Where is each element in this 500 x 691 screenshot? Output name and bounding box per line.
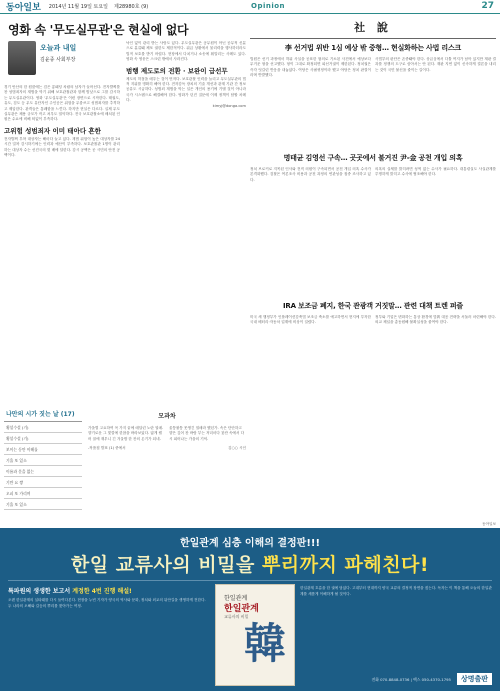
column-subheading: 고위험 성범죄자 이미 태아다 흔한	[4, 126, 101, 135]
ad-body: 한일관계 흐름을 한 권에 담았다. 고대부터 현대까지 양국 교류의 결정적 장면을 짚는다. 독자는 이 책을 통해 오늘의 한일관계를 새롭게 이해하게 될 것이다.	[300, 586, 492, 596]
poem-text: 울퉁불퉁 못생긴 열매라 했던가. 속은 단단하고 향은 깊어 찬 바람 부는 저녁마다 찻잔 속에서 다시 피어나는 가을의 기억.	[169, 426, 245, 441]
column-series: 오늘과 내일	[40, 44, 77, 52]
index-item[interactable]: 보이는 동안 이해를	[4, 444, 82, 455]
editorial-2	[250, 151, 496, 297]
publisher-block	[372, 673, 492, 685]
poem-text: 가을볕 고요하여 꼭 가지 끝에 매달린 노란 열매. 향기로운 그 빛깔에 한참을 바라보았다. 얇게 썰어 꿀에 재우니 긴 겨울밤 한 잔의 온기가 되네.	[88, 426, 164, 441]
poem-title: 모과차	[158, 413, 176, 420]
ad-lead-text: 특파원의 생생한 보고서	[8, 588, 73, 595]
column-paragraph: 제도의 허점을 메우는 것이 먼저다. 보호관찰 인력을 늘리고 무도실무관의 법적 지위를 명확히 해야 한다. 전자감독 장치의 기술 개선과 관계 기관 간 정보 공유도 시급하다. 성범죄 재범을 막는 일은 개인의 용기에 기댈 것이 아니라 국가 시스템으로 해결해야 한다. 영화가 던진 질문에 이제 정책이 답할 차례다.	[126, 76, 246, 103]
editorial-text: 의혹의 실체를 밝히려면 성역 없는 수사가 필요하다. 대통령실도 사실관계를 투명하게 밝히고 수사에 협조해야 한다.	[375, 167, 496, 177]
index-item[interactable]: 오피 또 가리며	[4, 488, 82, 499]
editorial-title: 李 선거법 위반 1심 예상 밖 중형… 현실화하는 사법 리스크	[284, 44, 462, 52]
newspaper-brand: 동아일보	[6, 3, 41, 13]
index-heading: 나만의 시가 짓는 날 (17)	[4, 407, 82, 422]
book-title: 한일관계	[224, 604, 259, 614]
editorial-title: 명태균 김영선 구속… 곳곳에서 불거진 尹-金 공천 개입 의혹	[283, 154, 463, 162]
book-hanja: 韓	[244, 619, 287, 668]
index-item[interactable]: 이름과 문을 없는	[4, 466, 82, 477]
poem-source: -작품집 발표 (1) 중에서	[88, 446, 126, 451]
column-title: 영화 속 '무도실무관'은 현실에 없다	[8, 23, 189, 37]
issue-number: 제28980호 (9)	[113, 4, 149, 10]
page-header	[0, 0, 500, 14]
poem-author: 김○○ 시인	[228, 446, 246, 451]
author-name: 김윤종 사회부장	[40, 57, 76, 63]
ad-title	[0, 550, 500, 577]
column-body-2	[126, 41, 246, 403]
ad-right-copy	[300, 586, 492, 597]
column-subheading: 범행 제도로의 전환 · 보완이 급선무	[126, 66, 228, 75]
index-item[interactable]: 기울 또 있소	[4, 499, 82, 510]
section-label: Opinion	[251, 2, 286, 10]
column-paragraph: 낙인 없이 관리 받는 사람도 있다. 무도실무관은 공무원이 아닌 공무직 신분으로 분류돼 체포 권한도 제한적이다. 위급 상황에서 물리력을 행사하더라도 법적 보호를 받기 어렵다. 현장에서 다치거나 소송에 휘말리는 사례도 있다. 영화 속 영웅은 스크린 밖에서 사라진다.	[126, 41, 246, 62]
issue-date: 2014년 11월 19일 토요일	[48, 4, 108, 10]
book-advertisement[interactable]	[0, 528, 500, 691]
column-article	[4, 17, 246, 527]
editorials	[250, 17, 496, 527]
column-paragraph: 경기 안산의 한 원룸에는 검은 롱패딩 차림의 남자가 들어선다. 전자발찌를 찬 성범죄자의 재범을 막기 위해 보호관찰관과 함께 밤낮으로 그를 감시하는 무도실무관이다. 영화 '무도실무관'은 이런 장면으로 시작한다. 태권도, 유도, 검도 등 무도 유단자인 주인공은 위험을 무릅쓰고 성범죄자를 추격하고 제압한다. 관객들은 통쾌함을 느낀다. 하지만 현실은 다르다. 실제 무도실무관은 채용 규모가 작고 처우도 열악하다. 전국 보호관찰소에 배치된 인원은 수요에 비해 턱없이 부족하다.	[4, 85, 120, 122]
ad-body: 오랜 한일관계의 실타래를 다시 들여다본다. 현장을 누빈 기자가 양국의 역사와 문화, 정치와 외교의 뒤안길을 생생하게 전한다. 두 나라의 오해와 갈등의 뿌리를 찾아가는 여정.	[8, 598, 206, 608]
author-block	[8, 41, 116, 81]
index-item[interactable]: 기울 또 있소	[4, 455, 82, 466]
editorial-text: 미국 새 행정부가 인플레이션감축법 보조금 축소를 예고하면서 현지에 투자한 국내 배터리·자동차 업계에 비상이 걸렸다.	[250, 315, 371, 325]
publisher-logo: 상명출판	[457, 673, 492, 685]
author-email: kimyj@donga.com	[212, 103, 246, 108]
editorial-text: 법원은 선거 과정에서 허위 사실을 공표한 혐의로 기소된 사건에서 예상보다 무거운 형을 선고했다. 형이 그대로 확정되면 피선거권이 제한된다. 정치권은 즉각 엇갈린 반응을 내놓았다. 여당은 사필귀정이라 했고 야당은 정치 판결이라며 반발했다.	[250, 57, 371, 78]
column-paragraph: 전자발찌 부착 대상자는 해마다 늘고 있다. 재범 위험이 높은 대상자를 24시간 밀착 감시하기에는 인력과 예산이 부족하다. 보호관찰관 1명이 관리하는 대상자 수는 선진국의 몇 배에 달한다. 감시 공백은 곧 시민의 안전 공백이다.	[4, 136, 120, 158]
index-item[interactable]: 횡설수설 (기)	[4, 422, 82, 433]
index-item[interactable]: 기만 요 짱	[4, 477, 82, 488]
column-body-1	[4, 85, 120, 403]
ad-divider	[8, 580, 492, 581]
publisher-contact: 전화 070-8848-0736 | 팩스 050-4370-1795	[371, 676, 451, 682]
book-cover	[215, 584, 295, 686]
opinion-index	[4, 407, 82, 510]
index-item[interactable]: 횡설수설 (기)	[4, 433, 82, 444]
editorial-text: 정치 브로커로 지목된 인사와 전직 의원이 구속되면서 공천 개입 의혹 수사가 본격화했다. 검찰은 여론조사 비용과 공천 과정의 연관성을 집중 조사하고 있다.	[250, 167, 371, 182]
ad-title-highlight: 뿌리까지 파헤친다!	[261, 554, 430, 576]
editorial-text: 정부와 기업은 변화하는 통상 환경에 맞춰 대응 전략을 서둘러 마련해야 한다. 외교 채널을 총동원해 불확실성을 줄여야 한다.	[375, 315, 496, 325]
editorial-3	[250, 299, 496, 415]
editorial-title: IRA 보조금 폐지, 한국 관광객 거짓말… 관련 대책 트렌 퍼즐	[282, 302, 463, 310]
ad-subtitle: 한일관계 심층 이해의 결정판!!!	[179, 538, 321, 549]
ad-lead-highlight: 계정한 4번 진행 해설!	[72, 588, 132, 595]
poem-box	[88, 407, 246, 525]
editorial-text: 사법부의 판단은 존중돼야 한다. 상급심에서 다툴 여지가 남아 있지만 재판 결과를 정쟁의 도구로 삼아서는 안 된다. 재판 지연 없이 신속하게 결론을 내리는 것이 국민 불신을 줄이는 길이다.	[375, 57, 496, 72]
ad-lead	[8, 586, 208, 595]
ad-title-part: 한일 교류사의 비밀을	[70, 554, 262, 576]
ad-left-copy	[8, 586, 208, 609]
book-subtitle: 교류사의 비밀	[224, 614, 249, 619]
editorial-1	[250, 41, 496, 149]
editorial-header: 社 說	[250, 17, 496, 39]
page-number: 27	[481, 1, 494, 11]
author-photo	[8, 41, 36, 75]
book-label: 한일관계	[224, 595, 248, 602]
editorial-footer: 동아일보	[482, 522, 496, 526]
